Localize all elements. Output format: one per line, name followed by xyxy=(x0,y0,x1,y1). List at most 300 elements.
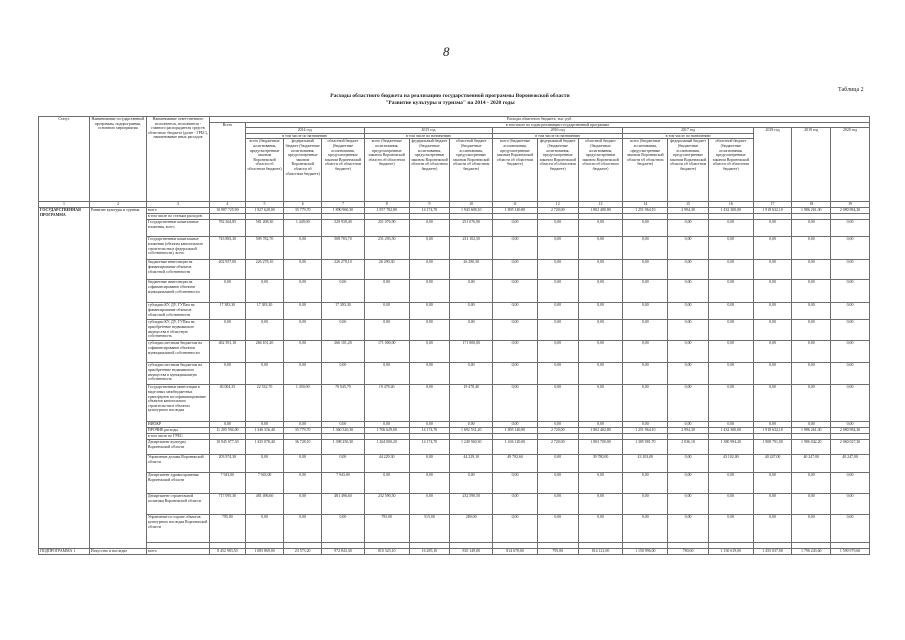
value-cell: 1 802 402,80 xyxy=(578,428,623,434)
value-cell: 0,00 xyxy=(450,320,493,341)
value-cell: 0,00 xyxy=(493,280,538,303)
value-cell: 0,00 xyxy=(322,280,365,303)
value-cell: 1 927 628,00 xyxy=(245,208,284,214)
value-cell: 0,00 xyxy=(537,220,578,237)
value-cell: 0,00 xyxy=(364,320,409,341)
value-cell: 226 278,10 xyxy=(322,260,365,280)
value-cell: 0,00 xyxy=(450,303,493,320)
value-cell: 0,00 xyxy=(792,280,831,303)
value-cell: 0,00 xyxy=(210,280,246,303)
value-cell: 1 432 300,00 xyxy=(708,428,753,434)
table-row xyxy=(39,220,870,237)
value-cell: 0,00 xyxy=(450,280,493,303)
value-cell: 0,00 xyxy=(537,363,578,385)
value-cell: 7 943,00 xyxy=(322,473,365,494)
value-cell: 0,00 xyxy=(322,363,365,385)
value-cell: 0,00 xyxy=(792,473,831,494)
value-cell: 0,00 xyxy=(668,220,709,237)
value-cell: 0,00 xyxy=(708,363,753,385)
value-cell: 0,00 xyxy=(753,220,792,237)
row-label: Управление делами Воронежской области xyxy=(146,455,209,473)
value-cell: 0,00 xyxy=(493,494,538,515)
col-num: 6 xyxy=(284,202,322,208)
row-label: бюджетные инвестиции на финансирование объектов областной собственности xyxy=(146,260,209,280)
table-row xyxy=(39,260,870,280)
value-cell: 44 229,30 xyxy=(364,455,409,473)
value-cell: 0,00 xyxy=(623,280,668,303)
value-cell: 1 085 869,00 xyxy=(245,549,284,555)
value-cell: 1 986 042,20 xyxy=(792,440,831,455)
row-label: субсидии КУ, ДУ, ГУПам на финансирование объектов областной собственности xyxy=(146,303,209,320)
value-cell: 0,00 xyxy=(284,473,322,494)
value-cell: 26 290,30 xyxy=(450,260,493,280)
value-cell: 36 728,10 xyxy=(284,440,322,455)
value-cell: 0,00 xyxy=(284,422,322,428)
value-cell: 1 385 981,70 xyxy=(623,440,668,455)
value-cell: 0,00 xyxy=(668,320,709,341)
header-purpose-2017: в том числе по назначению xyxy=(623,133,753,139)
value-cell: 1 150 996,00 xyxy=(623,549,668,555)
value-cell: 0,00 xyxy=(493,473,538,494)
value-cell: 17 383,30 xyxy=(210,303,246,320)
value-cell: 0,00 xyxy=(792,494,831,515)
value-cell: 0,00 xyxy=(668,237,709,260)
value-cell: 0,00 xyxy=(284,455,322,473)
value-cell: 0,00 xyxy=(537,260,578,280)
value-cell: 17 383,30 xyxy=(245,303,284,320)
value-cell: 0,00 xyxy=(284,237,322,260)
value-cell: 0,00 xyxy=(753,494,792,515)
value-cell: 0,00 xyxy=(537,320,578,341)
col-num: 3 xyxy=(146,202,209,208)
title-line-1: Расходы областного бюджета на реализацию государственной программы Воронежской области xyxy=(330,93,570,99)
header-2014: 2014 год xyxy=(245,128,364,134)
value-cell: 1 805 140,80 xyxy=(493,208,538,214)
header-incl-years: в том числе по годам реализации государственной программы xyxy=(245,122,869,128)
value-cell: 2 036,10 xyxy=(668,440,709,455)
value-cell: 0,00 xyxy=(668,341,709,363)
value-cell: 0,00 xyxy=(753,363,792,385)
subprogram-row xyxy=(39,549,870,555)
value-cell: 0,00 xyxy=(210,320,246,341)
value-cell: 0,00 xyxy=(708,260,753,280)
value-cell: 40 247,00 xyxy=(831,455,870,473)
subprogram-status: ПОДПРОГРАММА 1 xyxy=(39,549,90,555)
value-cell: 0,00 xyxy=(493,385,538,422)
value-cell: 0,00 xyxy=(623,237,668,260)
value-cell: 0,00 xyxy=(708,515,753,543)
value-cell: 0,00 xyxy=(578,494,623,515)
header-2018: 2018 год xyxy=(753,128,792,202)
value-cell: 0,00 xyxy=(668,260,709,280)
value-cell: 481 496,60 xyxy=(245,494,284,515)
value-cell: 814 121,00 xyxy=(578,549,623,555)
value-cell: 0,00 xyxy=(668,515,709,543)
value-cell: 0,00 xyxy=(322,422,365,428)
row-label: в том числе по ГРБС: xyxy=(146,434,209,440)
value-cell: 1 943 608,10 xyxy=(450,208,493,214)
header-executor: Наименование ответственного исполнителя, исполнителя - главного распорядителя средств областного бюджета (далее - ГРБС), наименование иных расходов xyxy=(146,117,209,202)
value-cell: 0,00 xyxy=(493,515,538,543)
value-cell: 1 435 078,40 xyxy=(245,440,284,455)
value-cell: 171 000,00 xyxy=(364,341,409,363)
value-cell: 0,00 xyxy=(450,422,493,428)
value-cell: 0,00 xyxy=(364,280,409,303)
header-2020: 2020 год xyxy=(831,128,870,202)
value-cell: 0,00 xyxy=(450,473,493,494)
document-title xyxy=(290,93,610,107)
header-regional-2017: областной бюджет (бюджетные ассигнования, предусмотренные законом Воронежской области об областном бюджете) xyxy=(708,139,753,202)
row-label: всего xyxy=(146,208,209,214)
value-cell: 0,00 xyxy=(578,515,623,543)
col-num: 7 xyxy=(322,202,365,208)
table-row xyxy=(39,473,870,494)
row-label: в том числе по статьям расходов: xyxy=(146,214,209,220)
value-cell: 40 247,00 xyxy=(792,455,831,473)
value-cell: 1 264 000,20 xyxy=(364,440,409,455)
value-cell: 1 398 250,30 xyxy=(322,440,365,455)
value-cell: 0,00 xyxy=(668,455,709,473)
table-row xyxy=(39,455,870,473)
value-cell: 0,00 xyxy=(831,220,870,237)
value-cell: 0,00 xyxy=(245,422,284,428)
value-cell: 0,00 xyxy=(708,385,753,422)
value-cell: 0,00 xyxy=(708,303,753,320)
value-cell: 232 590,50 xyxy=(364,494,409,515)
value-cell: 1 986 261,30 xyxy=(792,208,831,214)
value-cell: 2 080 984,30 xyxy=(831,428,870,434)
value-cell: 0,00 xyxy=(409,473,450,494)
row-label: Департамент здравоохранения Воронежской области xyxy=(146,473,209,494)
col-num: 15 xyxy=(668,202,709,208)
value-cell: 0,00 xyxy=(792,385,831,422)
value-cell: 0,00 xyxy=(792,422,831,428)
table-row xyxy=(39,385,870,422)
value-cell: 0,00 xyxy=(668,473,709,494)
value-cell: 23 573,20 xyxy=(284,549,322,555)
row-label: бюджетные инвестиции на софинансирование объектов муниципальной собственности xyxy=(146,280,209,303)
value-cell: 1 251 964,10 xyxy=(623,428,668,434)
value-cell: 35 779,70 xyxy=(284,428,322,434)
value-cell: 0,00 xyxy=(831,363,870,385)
header-program-name: Наименование государственной программы, подпрограммы, основного мероприятия xyxy=(89,117,146,202)
value-cell: 2 994,30 xyxy=(668,428,709,434)
value-cell: 1 802 400,80 xyxy=(578,208,623,214)
value-cell: 203 974,30 xyxy=(210,455,246,473)
value-cell: 972 843,30 xyxy=(322,549,365,555)
value-cell: 1 692 531,20 xyxy=(450,428,493,434)
value-cell: 2 720,00 xyxy=(537,440,578,455)
value-cell: 0,00 xyxy=(623,320,668,341)
value-cell: 40 004,35 xyxy=(210,385,246,422)
value-cell: 0,00 xyxy=(623,515,668,543)
value-cell: 0,00 xyxy=(493,220,538,237)
value-cell: 0,00 xyxy=(578,422,623,428)
value-cell: 0,00 xyxy=(623,303,668,320)
row-label: всего xyxy=(146,549,209,555)
value-cell: 0,00 xyxy=(409,303,450,320)
value-cell: 0,00 xyxy=(623,385,668,422)
row-label: ПРОЧИЕ расходы xyxy=(146,428,209,434)
page-number: 8 xyxy=(443,44,450,59)
row-label: субсидии местным бюджетам на софинансирование объектов муниципальной собственности xyxy=(146,341,209,363)
value-cell: 509 782,70 xyxy=(245,237,284,260)
value-cell: 0,00 xyxy=(831,341,870,363)
value-cell: 0,00 xyxy=(792,320,831,341)
row-label: субсидии КУ, ДУ, ГУПам на приобретение недвижимого имущества в областную собственность xyxy=(146,320,209,341)
row-label: Департамент строительной политики Воронежской области xyxy=(146,494,209,515)
value-cell: 0,00 xyxy=(831,515,870,543)
value-cell: 0,00 xyxy=(409,237,450,260)
value-cell: 171 000,00 xyxy=(450,341,493,363)
value-cell: 0,00 xyxy=(322,320,365,341)
value-cell: 0,00 xyxy=(245,455,284,473)
value-cell: 0,00 xyxy=(753,473,792,494)
row-label: Государственные инвестиции в виде иных межбюджетных трансфертов на софинансирование объектов капитального строительства в объектах культурного наследия xyxy=(146,385,209,422)
value-cell: 0,00 xyxy=(493,363,538,385)
value-cell: 0,00 xyxy=(409,455,450,473)
value-cell: 0,00 xyxy=(792,515,831,543)
value-cell: 1 803 700,00 xyxy=(578,440,623,455)
table-body xyxy=(39,208,870,555)
header-2017: 2017 год xyxy=(623,128,753,134)
table-row xyxy=(39,237,870,260)
value-cell: 1 890 960,30 xyxy=(322,208,365,214)
value-cell: 0,00 xyxy=(322,455,365,473)
value-cell: 0,00 xyxy=(578,363,623,385)
value-cell: 0,00 xyxy=(792,237,831,260)
value-cell: 14 174,70 xyxy=(409,428,450,434)
header-2016: 2016 год xyxy=(493,128,623,134)
value-cell: 0,00 xyxy=(537,494,578,515)
value-cell: 0,00 xyxy=(578,473,623,494)
value-cell: 0,00 xyxy=(284,515,322,543)
row-label: Государственные капитальные вложения (объекты капитального строительства в федеральной собственности), всего xyxy=(146,237,209,260)
value-cell: 1 346 316,40 xyxy=(245,428,284,434)
value-cell: 39 780,00 xyxy=(578,455,623,473)
row-label: субсидии местным бюджетам на приобретение недвижимого имущества в муниципальную собственность xyxy=(146,363,209,385)
value-cell: 0,00 xyxy=(623,341,668,363)
value-cell: 2 720,00 xyxy=(537,208,578,214)
header-all-2015: всего (бюджетные ассигнования, предусмотренные законом Воронежской области об областном бюджете) xyxy=(364,139,409,202)
value-cell: 0,00 xyxy=(364,473,409,494)
col-num: 10 xyxy=(450,202,493,208)
value-cell: 0,00 xyxy=(708,494,753,515)
value-cell: 0,00 xyxy=(708,422,753,428)
value-cell: 0,00 xyxy=(831,303,870,320)
value-cell: 2 060 027,30 xyxy=(831,440,870,455)
value-cell: 0,00 xyxy=(623,422,668,428)
value-cell: 0,00 xyxy=(364,363,409,385)
table-row xyxy=(39,494,870,515)
value-cell: 782 264,85 xyxy=(210,220,246,237)
value-cell: 0,00 xyxy=(753,280,792,303)
value-cell: 202 957,00 xyxy=(210,260,246,280)
col-num: 12 xyxy=(537,202,578,208)
value-cell: 1 805 140,80 xyxy=(493,428,538,434)
value-cell: 0,00 xyxy=(753,515,792,543)
value-cell: 1 908 791,00 xyxy=(753,440,792,455)
value-cell: 0,00 xyxy=(578,280,623,303)
value-cell: 0,00 xyxy=(668,385,709,422)
header-all-2014: всего (бюджетные ассигнования, предусмотренные законом Воронежской области об областном бюджете) xyxy=(245,139,284,202)
col-num: 4 xyxy=(210,202,246,208)
program-name-cell: Развитие культуры и туризма xyxy=(89,208,146,549)
value-cell: 231 293,50 xyxy=(364,237,409,260)
value-cell: 0,00 xyxy=(792,341,831,363)
value-cell: 717 095,30 xyxy=(210,494,246,515)
value-cell: 0,00 xyxy=(537,341,578,363)
header-purpose-2016: в том числе по назначению xyxy=(493,133,623,139)
table-row xyxy=(39,280,870,303)
value-cell: 14 174,70 xyxy=(409,440,450,455)
value-cell: 0,00 xyxy=(493,260,538,280)
value-cell: 0,00 xyxy=(284,341,322,363)
header-all-2017: всего (бюджетные ассигнования, предусмотренные законом Воронежской области об областном бюджете) xyxy=(623,139,668,202)
header-federal-2014: федеральный бюджет (бюджетные ассигнования, предусмотренные законом Воронежской области об областном бюджете) xyxy=(284,139,322,202)
value-cell: 1 918 632,10 xyxy=(753,208,792,214)
col-num: 18 xyxy=(792,202,831,208)
value-cell: 1 380 994,20 xyxy=(708,440,753,455)
value-cell: 280,00 xyxy=(450,515,493,543)
value-cell: 1 706 629,00 xyxy=(364,428,409,434)
value-cell: 1 249 940,30 xyxy=(450,440,493,455)
header-purpose-2014: в том числе по назначению xyxy=(245,133,364,139)
value-cell: 0,00 xyxy=(210,422,246,428)
value-cell: 0,00 xyxy=(537,515,578,543)
value-cell: 251 076,90 xyxy=(364,220,409,237)
col-num: 17 xyxy=(753,202,792,208)
value-cell: 0,00 xyxy=(668,280,709,303)
value-cell: 0,00 xyxy=(831,385,870,422)
value-cell: 22 532,70 xyxy=(245,385,284,422)
value-cell: 0,00 xyxy=(537,455,578,473)
header-purpose-2015: в том числе по назначению xyxy=(364,133,492,139)
title-line-2: "Развитие культуры и туризма" на 2014 - 2020 годы xyxy=(385,100,515,106)
header-all-2016: всего (бюджетные ассигнования, предусмотренные законом Воронежской области об областном бюджете) xyxy=(493,139,538,202)
col-num: 9 xyxy=(409,202,450,208)
budget-table xyxy=(38,116,870,555)
header-status: Статус xyxy=(39,117,90,202)
value-cell: 0,00 xyxy=(708,237,753,260)
value-cell: 0,00 xyxy=(537,237,578,260)
value-cell: 44 229,10 xyxy=(450,455,493,473)
table-header xyxy=(39,117,870,208)
subprogram-name: Искусство и наследие xyxy=(89,549,146,555)
value-cell: 0,00 xyxy=(578,341,623,363)
value-cell: 0,00 xyxy=(792,303,831,320)
value-cell: 0,00 xyxy=(245,363,284,385)
value-cell: 231 102,50 xyxy=(450,237,493,260)
value-cell: 0,00 xyxy=(623,473,668,494)
value-cell: 40 247,00 xyxy=(753,455,792,473)
value-cell: 0,00 xyxy=(409,363,450,385)
value-cell: 0,00 xyxy=(284,363,322,385)
value-cell: 0,00 xyxy=(493,341,538,363)
value-cell: 0,00 xyxy=(753,341,792,363)
value-cell: 795,00 xyxy=(537,549,578,555)
table-row xyxy=(39,303,870,320)
value-cell: 35 779,70 xyxy=(284,208,322,214)
table-row xyxy=(39,515,870,543)
value-cell: 780,00 xyxy=(668,549,709,555)
value-cell: 0,00 xyxy=(578,260,623,280)
value-cell: 1 436 120,00 xyxy=(493,440,538,455)
header-regional-2015: областной бюджет (бюджетные ассигнования, предусмотренные законом Воронежской области об областном бюджете) xyxy=(450,139,493,202)
value-cell: 232 590,50 xyxy=(450,494,493,515)
value-cell: 0,00 xyxy=(409,220,450,237)
value-cell: 0,00 xyxy=(792,260,831,280)
col-num: 14 xyxy=(623,202,668,208)
value-cell: 0,00 xyxy=(831,260,870,280)
value-cell: 8 452 983,50 xyxy=(210,549,246,555)
value-cell: 0,00 xyxy=(409,422,450,428)
value-cell: 0,00 xyxy=(409,341,450,363)
value-cell: 43 102,00 xyxy=(708,455,753,473)
value-cell: 43 103,00 xyxy=(623,455,668,473)
value-cell: 10 987 725,90 xyxy=(210,208,246,214)
value-cell: 14 174,70 xyxy=(409,208,450,214)
value-cell: 1 251 964,10 xyxy=(623,208,668,214)
value-cell: 0,00 xyxy=(210,363,246,385)
value-cell: 508 783,70 xyxy=(322,237,365,260)
header-federal-2016: федеральный бюджет (бюджетные ассигнования, предусмотренные законом Воронежской области об областном бюджете) xyxy=(537,139,578,202)
value-cell: 19 478,40 xyxy=(364,385,409,422)
value-cell: 0,00 xyxy=(284,260,322,280)
value-cell: 0,00 xyxy=(537,303,578,320)
row-label: НИОКР xyxy=(146,422,209,428)
col-num: 13 xyxy=(578,202,623,208)
row-label: Государственные капитальные вложения, всего xyxy=(146,220,209,237)
value-cell: 0,00 xyxy=(668,363,709,385)
value-cell: 814 678,00 xyxy=(493,549,538,555)
value-cell: 0,00 xyxy=(792,363,831,385)
col-num: 11 xyxy=(493,202,538,208)
value-cell: 0,00 xyxy=(578,320,623,341)
value-cell: 0,00 xyxy=(409,494,450,515)
header-federal-2015: федеральный бюджет (бюджетные ассигнования, предусмотренные законом Воронежской области об областном бюджете) xyxy=(409,139,450,202)
value-cell: 0,00 xyxy=(668,422,709,428)
value-cell: 0,00 xyxy=(245,280,284,303)
col-num: 1 xyxy=(39,202,90,208)
value-cell: 0,00 xyxy=(708,341,753,363)
value-cell: 481 496,60 xyxy=(322,494,365,515)
value-cell: 515,00 xyxy=(409,515,450,543)
table-row xyxy=(39,320,870,341)
value-cell: 462 391,10 xyxy=(210,341,246,363)
value-cell: 0,00 xyxy=(623,260,668,280)
value-cell: 0,00 xyxy=(493,237,538,260)
value-cell: 0,00 xyxy=(284,494,322,515)
value-cell: 0,00 xyxy=(578,385,623,422)
value-cell: 0,00 xyxy=(831,494,870,515)
value-cell: 743 883,30 xyxy=(210,237,246,260)
value-cell: 1 986 261,30 xyxy=(792,428,831,434)
value-cell: 1 957 782,80 xyxy=(364,208,409,214)
col-num: 16 xyxy=(708,202,753,208)
status-cell: ГОСУДАРСТВЕННАЯ ПРОГРАММА xyxy=(39,208,90,549)
table-row xyxy=(39,440,870,455)
value-cell: 1 590 979,60 xyxy=(831,549,870,555)
value-cell: 0,00 xyxy=(708,473,753,494)
value-cell: 0,00 xyxy=(708,320,753,341)
value-cell: 0,00 xyxy=(245,320,284,341)
value-cell: 0,00 xyxy=(708,280,753,303)
value-cell: 0,00 xyxy=(450,363,493,385)
value-cell: 0,00 xyxy=(409,385,450,422)
value-cell: 0,00 xyxy=(831,320,870,341)
value-cell: 0,00 xyxy=(753,260,792,280)
